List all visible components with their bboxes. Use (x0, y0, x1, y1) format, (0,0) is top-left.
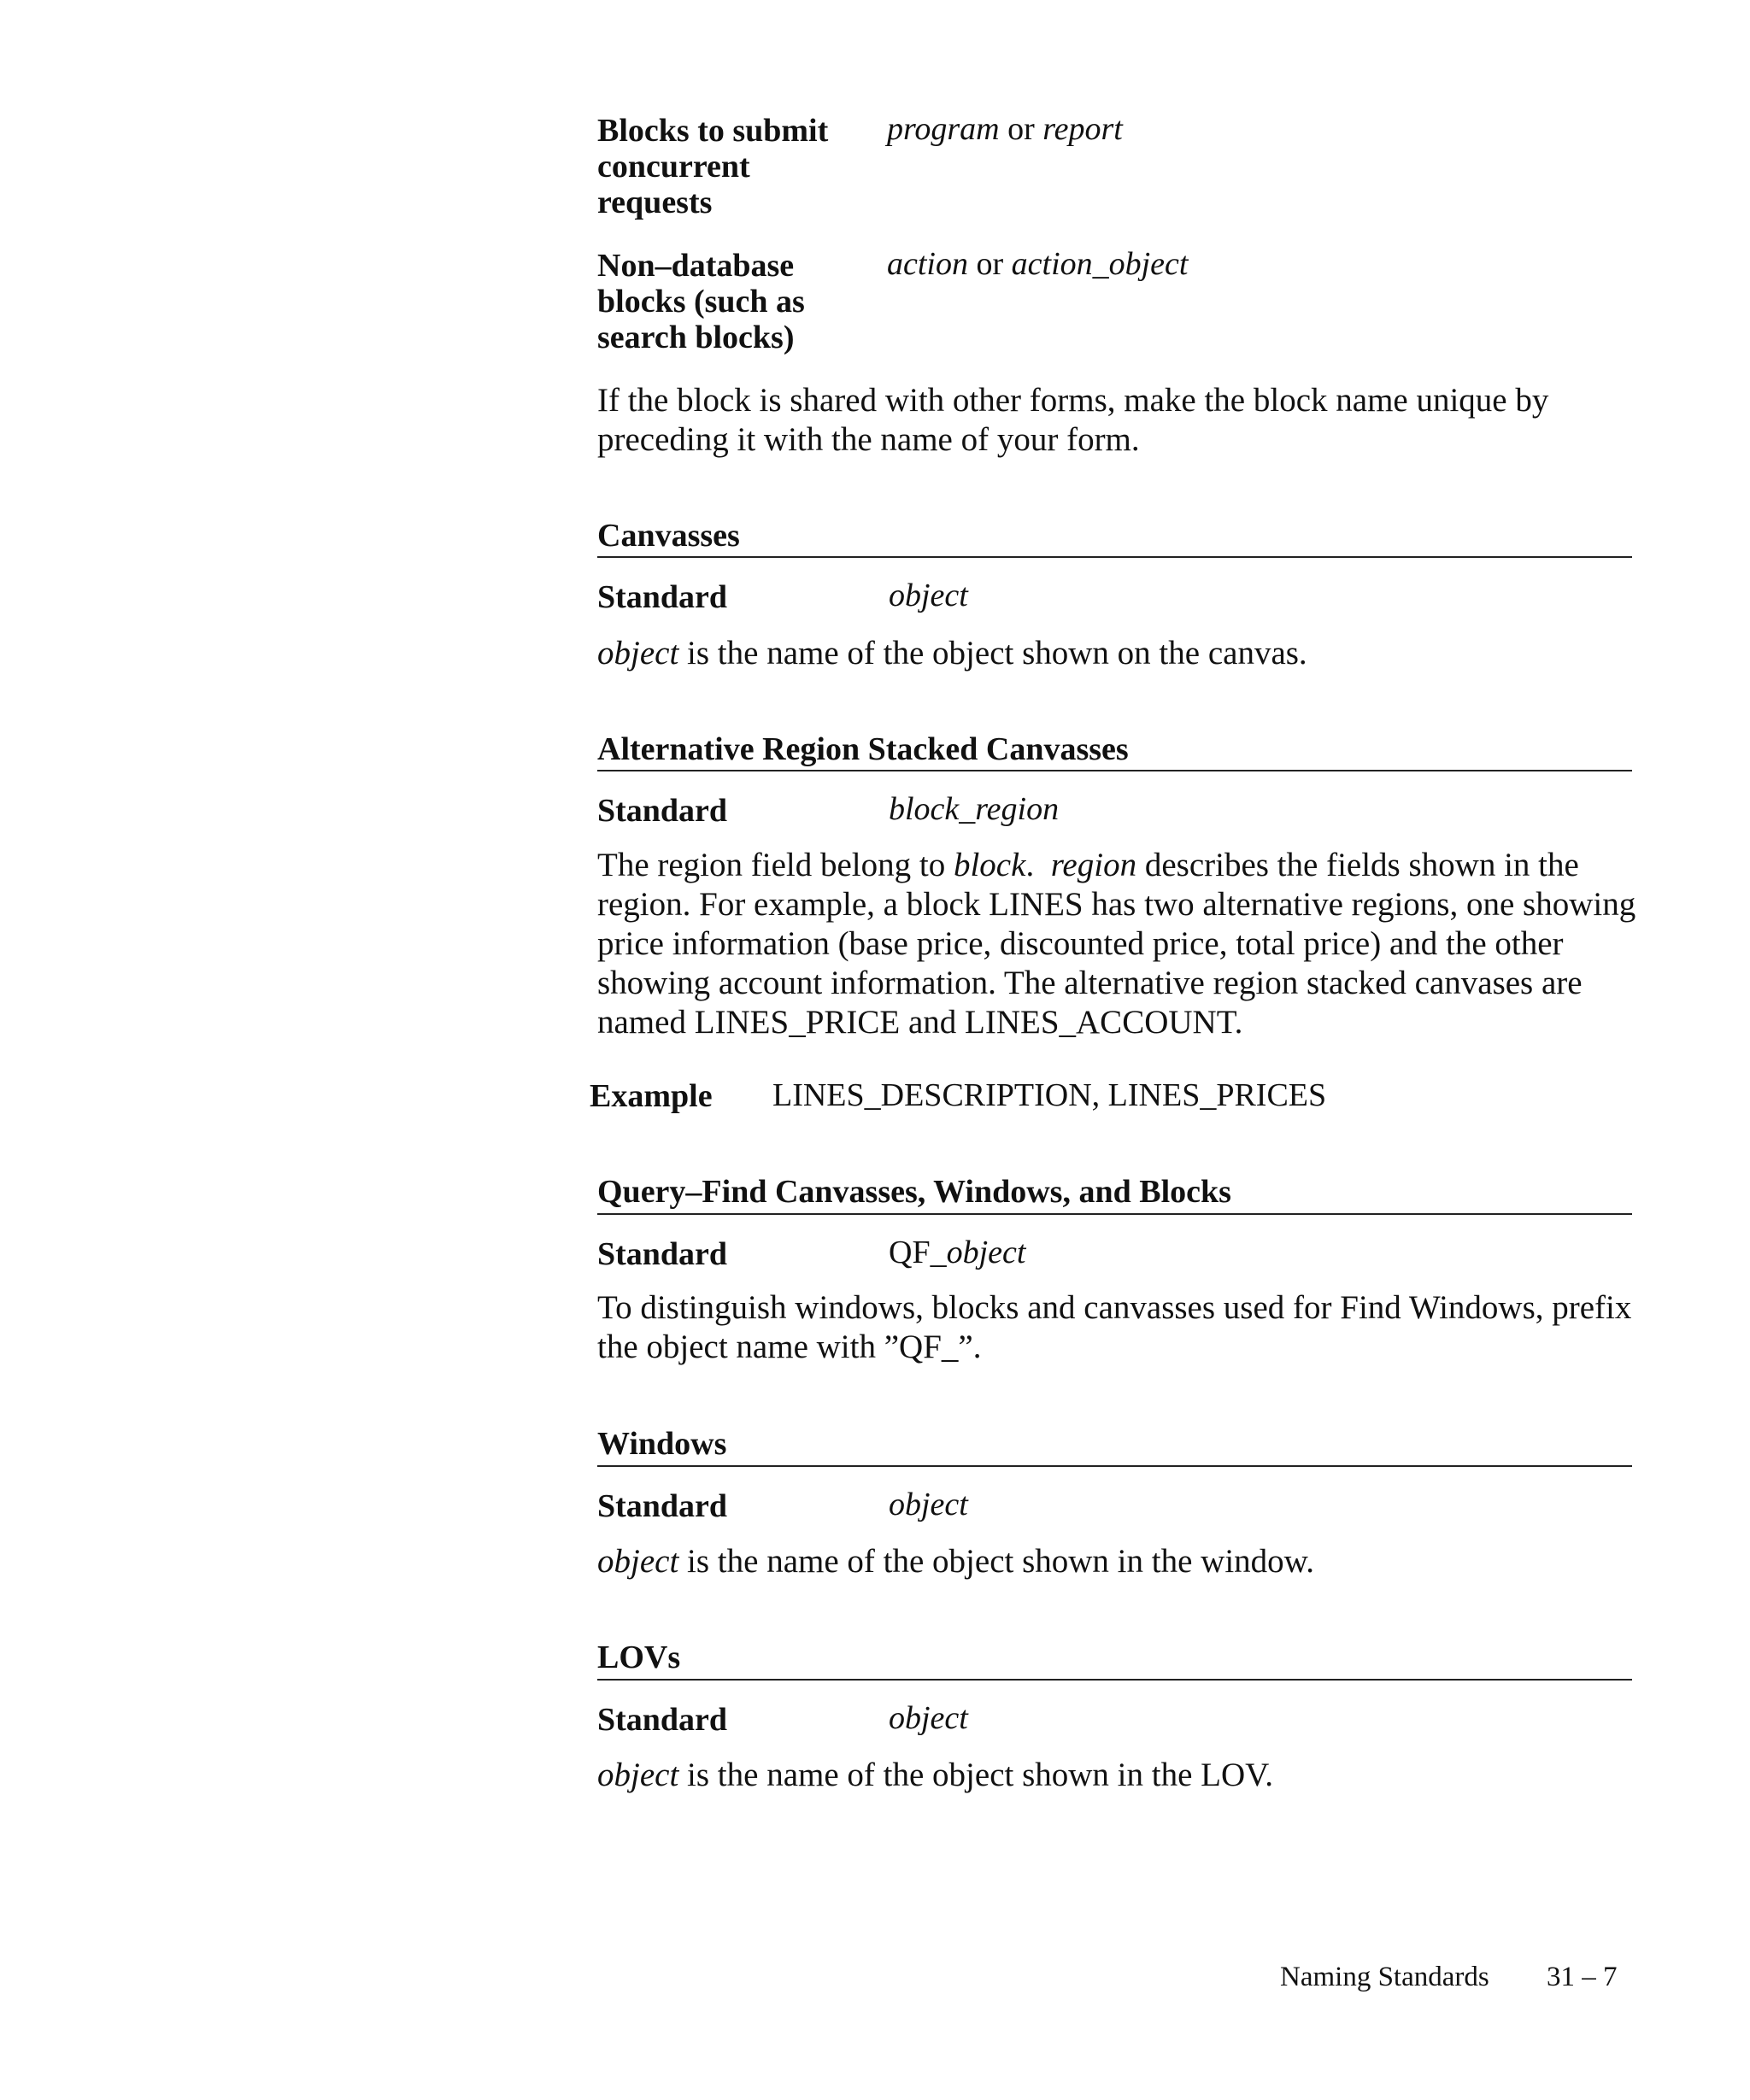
windows-heading: Windows (597, 1426, 727, 1462)
alt-region-desc-3: describes the fields shown in the region. For example, a block LINES has two alternative regions, one showing price information (base price, discounted price, total price) and the other showing account information. The alternative region stacked canvases are named LINES_PRICE and LINES_ACCOUNT. (597, 847, 1636, 1041)
lovs-rule (597, 1679, 1632, 1681)
query-find-description: To distinguish windows, blocks and canvasses used for Find Windows, prefix the object name with ”QF_”. (597, 1289, 1632, 1365)
query-find-heading: Query–Find Canvasses, Windows, and Blocks (597, 1174, 1231, 1210)
windows-description (597, 1542, 1640, 1581)
block-row-2-value-a: action (887, 246, 968, 282)
alt-region-example-label: Example (590, 1078, 713, 1114)
alt-region-description (597, 846, 1644, 1042)
canvasses-standard-value: object (889, 578, 968, 613)
alt-region-desc-term1: block (953, 847, 1026, 883)
alt-region-rule (597, 770, 1632, 771)
lovs-standard-label: Standard (597, 1702, 728, 1738)
lovs-desc-rest: is the name of the object shown in the LOV. (678, 1757, 1274, 1793)
footer-title: Naming Standards (1280, 1962, 1489, 1992)
canvasses-standard-label: Standard (597, 579, 728, 615)
block-row-1-value-or: or (999, 111, 1043, 147)
lovs-standard-value: object (889, 1700, 968, 1736)
query-find-standard-prefix: QF_ (889, 1235, 947, 1270)
alt-region-desc-2: . (1025, 847, 1051, 883)
query-find-standard-term: object (946, 1235, 1026, 1270)
block-row-2-label: Non–database blocks (such as search blocks) (597, 248, 805, 355)
alt-region-desc-term2: region (1050, 847, 1137, 883)
canvasses-description (597, 634, 1640, 673)
alt-region-standard-label: Standard (597, 793, 728, 829)
block-row-1-value-a: program (887, 111, 1000, 147)
block-note: If the block is shared with other forms, make the block name unique by preceding it with the name of your form. (597, 382, 1549, 458)
block-row-2-value-or: or (967, 246, 1012, 282)
canvasses-rule (597, 556, 1632, 558)
canvasses-heading: Canvasses (597, 518, 740, 554)
block-row-1-label: Blocks to submit concurrent requests (597, 113, 829, 220)
footer-page-number: 31 – 7 (1547, 1962, 1618, 1992)
block-row-2-value (887, 246, 1485, 282)
windows-rule (597, 1465, 1632, 1467)
canvasses-desc-rest: is the name of the object shown on the canvas. (678, 635, 1307, 672)
canvasses-desc-term: object (597, 635, 679, 672)
query-find-standard-label: Standard (597, 1236, 728, 1272)
windows-standard-value: object (889, 1487, 968, 1522)
alt-region-desc-1: The region field belong to (597, 847, 954, 883)
query-find-standard-value (889, 1235, 1025, 1270)
query-find-rule (597, 1213, 1632, 1215)
lovs-description (597, 1756, 1640, 1795)
block-row-1-value (887, 111, 1485, 147)
windows-desc-term: object (597, 1543, 679, 1580)
block-row-1-value-b: report (1042, 111, 1123, 147)
windows-desc-rest: is the name of the object shown in the window. (678, 1543, 1315, 1580)
alt-region-standard-value: block_region (889, 791, 1060, 827)
alt-region-heading: Alternative Region Stacked Canvasses (597, 731, 1129, 767)
block-row-2-value-b: action_object (1011, 246, 1189, 282)
lovs-desc-term: object (597, 1757, 679, 1793)
alt-region-example-value: LINES_DESCRIPTION, LINES_PRICES (772, 1077, 1327, 1113)
windows-standard-label: Standard (597, 1488, 728, 1524)
lovs-heading: LOVs (597, 1640, 681, 1675)
